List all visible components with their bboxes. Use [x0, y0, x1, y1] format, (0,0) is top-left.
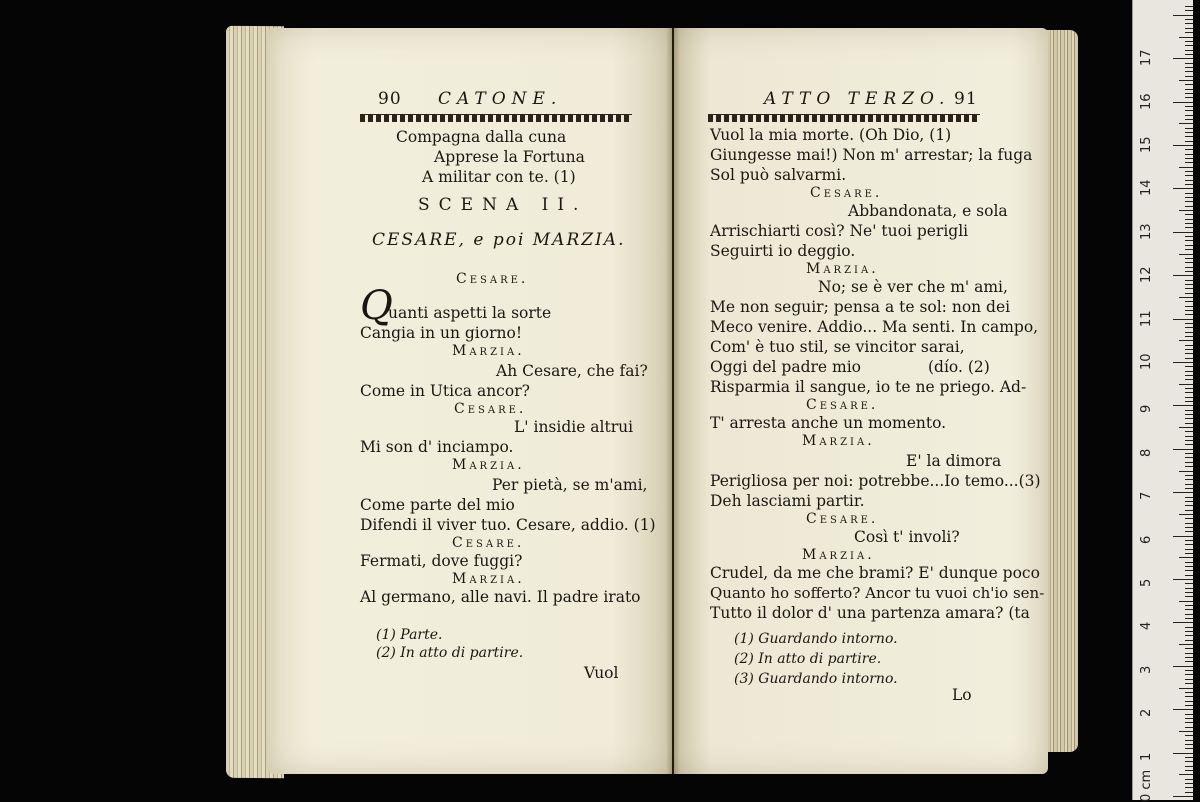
ruler-tick: [1179, 557, 1193, 558]
ruler-tick: [1173, 188, 1193, 189]
verse-line: Al germano, alle navi. Il padre irato: [360, 588, 641, 606]
ruler-tick: [1185, 375, 1193, 376]
ruler-tick: [1179, 340, 1193, 341]
speaker-name: Marzia.: [452, 343, 525, 359]
verse-line: A militar con te. (1): [422, 168, 576, 186]
ruler-tick: [1179, 514, 1193, 515]
ruler-tick: [1185, 132, 1193, 133]
verse-line: Compagna dalla cuna: [396, 128, 567, 146]
ruler-tick: [1185, 635, 1193, 636]
ruler-tick: [1173, 58, 1193, 59]
speaker-name: Cesare.: [456, 271, 529, 287]
ruler-tick: [1185, 614, 1193, 615]
ruler-tick: [1185, 353, 1193, 354]
ruler-tick: [1185, 674, 1193, 675]
ruler-tick: [1185, 692, 1193, 693]
verse-line: (dío. (2): [928, 358, 990, 376]
ruler-tick: [1185, 280, 1193, 281]
ruler-tick: [1185, 562, 1193, 563]
ruler-label: 6: [1139, 535, 1154, 544]
speaker-name: Cesare.: [806, 397, 879, 413]
ruler-tick: [1185, 618, 1193, 619]
ruler-tick: [1185, 670, 1193, 671]
ruler-label: 13: [1139, 223, 1154, 240]
ruler-tick: [1185, 505, 1193, 506]
ruler-tick: [1185, 570, 1193, 571]
ruler-tick: [1185, 50, 1193, 51]
left-running-title: CATONE.: [438, 89, 563, 109]
ruler-tick: [1185, 366, 1193, 367]
ruler-tick: [1173, 796, 1193, 797]
ruler-tick: [1185, 440, 1193, 441]
ruler-tick: [1185, 640, 1193, 641]
header-rule-left: [360, 114, 632, 122]
ruler-tick: [1185, 314, 1193, 315]
verse-line: Deh lasciami partir.: [710, 492, 865, 510]
ruler-tick: [1185, 162, 1193, 163]
ruler-label: 17: [1139, 49, 1154, 67]
dropcap: Q: [360, 283, 393, 329]
ruler-tick: [1185, 779, 1193, 780]
verse-line: E' la dimora: [906, 452, 1002, 470]
verse-line: Me non seguir; pensa a te sol: non dei: [710, 298, 1011, 316]
ruler-tick: [1185, 588, 1193, 589]
ruler-tick: [1185, 332, 1193, 333]
verse-line: Ah Cesare, che fai?: [496, 362, 648, 380]
ruler-tick: [1185, 76, 1193, 77]
ruler-tick: [1185, 97, 1193, 98]
ruler-tick: [1173, 405, 1193, 406]
ruler-label: 0 cm: [1139, 769, 1154, 802]
ruler-tick: [1179, 167, 1193, 168]
ruler-tick: [1185, 484, 1193, 485]
verse-line: No; se è ver che m' ami,: [818, 278, 1008, 296]
ruler-tick: [1185, 136, 1193, 137]
ruler-tick: [1185, 267, 1193, 268]
verse-line: L' insidie altrui: [514, 418, 634, 436]
ruler-tick: [1173, 362, 1193, 363]
ruler-tick: [1185, 714, 1193, 715]
ruler-tick: [1179, 427, 1193, 428]
ruler-tick: [1185, 410, 1193, 411]
ruler-tick: [1185, 397, 1193, 398]
ruler-label: 11: [1139, 310, 1154, 327]
ruler-tick: [1185, 45, 1193, 46]
speaker-name: Marzia.: [452, 571, 525, 587]
footnote: (1) Parte.: [376, 627, 443, 643]
ruler-tick: [1179, 644, 1193, 645]
ruler-tick: [1185, 193, 1193, 194]
right-page: [674, 28, 1048, 774]
speaker-name: Cesare.: [454, 401, 527, 417]
ruler-label: 16: [1139, 93, 1154, 110]
ruler-tick: [1179, 471, 1193, 472]
verse-line: Sol può salvarmi.: [710, 166, 847, 184]
ruler-tick: [1185, 54, 1193, 55]
verse-line: Vuol la mia morte. (Oh Dio, (1): [710, 126, 952, 144]
ruler-tick: [1185, 128, 1193, 129]
ruler-label: 5: [1139, 578, 1154, 587]
ruler-tick: [1185, 592, 1193, 593]
ruler-tick: [1185, 284, 1193, 285]
ruler-tick: [1185, 488, 1193, 489]
ruler-tick: [1185, 787, 1193, 788]
ruler-tick: [1185, 766, 1193, 767]
ruler-tick: [1173, 536, 1193, 537]
ruler-tick: [1185, 510, 1193, 511]
ruler-tick: [1185, 219, 1193, 220]
ruler-tick: [1185, 418, 1193, 419]
ruler-label: 2: [1139, 708, 1154, 718]
ruler-tick: [1185, 479, 1193, 480]
ruler-tick: [1185, 453, 1193, 454]
ruler-tick: [1173, 709, 1193, 710]
ruler-tick: [1185, 740, 1193, 741]
ruler-tick: [1185, 89, 1193, 90]
speaker-name: Cesare.: [806, 511, 879, 527]
ruler-tick: [1173, 622, 1193, 623]
ruler-tick: [1185, 501, 1193, 502]
ruler-tick: [1185, 154, 1193, 155]
ruler-tick: [1185, 544, 1193, 545]
ruler-tick: [1185, 6, 1193, 7]
ruler-tick: [1185, 757, 1193, 758]
ruler-tick: [1185, 657, 1193, 658]
ruler-tick: [1185, 327, 1193, 328]
verse-line: Mi son d' inciampo.: [360, 438, 514, 456]
ruler-tick: [1185, 184, 1193, 185]
ruler-tick: [1185, 149, 1193, 150]
ruler-tick: [1185, 115, 1193, 116]
ruler-tick: [1185, 180, 1193, 181]
ruler-tick: [1185, 631, 1193, 632]
verse-line: Come in Utica ancor?: [360, 382, 530, 400]
ruler-tick: [1185, 349, 1193, 350]
ruler-tick: [1179, 731, 1193, 732]
ruler-tick: [1179, 688, 1193, 689]
speaker-name: Marzia.: [802, 433, 875, 449]
ruler-tick: [1185, 63, 1193, 64]
ruler-tick: [1185, 527, 1193, 528]
ruler-tick: [1185, 609, 1193, 610]
verse-line: uanti aspetti la sorte: [388, 304, 552, 322]
ruler-tick: [1173, 145, 1193, 146]
ruler-tick: [1185, 518, 1193, 519]
ruler-tick: [1185, 227, 1193, 228]
ruler-tick: [1185, 696, 1193, 697]
ruler-tick: [1173, 579, 1193, 580]
ruler-tick: [1185, 293, 1193, 294]
ruler-tick: [1173, 275, 1193, 276]
header-rule-right: [708, 114, 980, 122]
ruler-tick: [1185, 414, 1193, 415]
verse-line: Difendi il viver tuo. Cesare, addio. (1): [360, 516, 656, 534]
ruler-tick: [1185, 583, 1193, 584]
verse-line: Quanto ho sofferto? Ancor tu vuoi ch'io sen-: [710, 584, 1045, 602]
ruler-tick: [1173, 666, 1193, 667]
ruler-tick: [1185, 71, 1193, 72]
ruler-tick: [1185, 605, 1193, 606]
ruler-tick: [1185, 379, 1193, 380]
catchword: Vuol: [584, 664, 619, 682]
speaker-name: Cesare.: [452, 535, 525, 551]
ruler-tick: [1185, 141, 1193, 142]
ruler-tick: [1185, 653, 1193, 654]
ruler-tick: [1185, 549, 1193, 550]
ruler-tick: [1185, 310, 1193, 311]
ruler-tick: [1173, 102, 1193, 103]
ruler-tick: [1185, 444, 1193, 445]
ruler-tick: [1185, 371, 1193, 372]
ruler-tick: [1185, 661, 1193, 662]
ruler-tick: [1185, 93, 1193, 94]
verse-line: Arrischiarti così? Ne' tuoi perigli: [710, 222, 969, 240]
ruler-tick: [1185, 258, 1193, 259]
ruler-tick: [1185, 345, 1193, 346]
footnote: (3) Guardando intorno.: [734, 671, 898, 687]
ruler-label: 1: [1139, 752, 1154, 761]
ruler-tick: [1185, 531, 1193, 532]
ruler-tick: [1185, 84, 1193, 85]
ruler-tick: [1185, 262, 1193, 263]
ruler-label: 9: [1139, 405, 1154, 414]
verse-line: Giungesse mai!) Non m' arrestar; la fuga: [710, 146, 1033, 164]
ruler-tick: [1185, 627, 1193, 628]
ruler-tick: [1185, 761, 1193, 762]
verse-line: Seguirti io deggio.: [710, 242, 856, 260]
ruler-tick: [1185, 236, 1193, 237]
verse-line: Abbandonata, e sola: [848, 202, 1008, 220]
catchword: Lo: [952, 686, 972, 704]
measuring-ruler: [1132, 0, 1193, 800]
ruler-tick: [1185, 540, 1193, 541]
verse-line: Per pietà, se m'ami,: [492, 476, 648, 494]
ruler-label: 15: [1139, 136, 1154, 153]
ruler-tick: [1185, 245, 1193, 246]
ruler-label: 14: [1139, 179, 1154, 197]
ruler-tick: [1185, 158, 1193, 159]
ruler-tick: [1185, 475, 1193, 476]
book-gutter: [666, 28, 680, 774]
scene-title: SCENA II.: [418, 195, 588, 215]
ruler-tick: [1173, 492, 1193, 493]
ruler-tick: [1185, 744, 1193, 745]
verse-line: Come parte del mio: [360, 496, 515, 514]
ruler-tick: [1179, 384, 1193, 385]
ruler-tick: [1185, 323, 1193, 324]
ruler-tick: [1185, 566, 1193, 567]
verse-line: Com' è tuo stil, se vincitor sarai,: [710, 338, 965, 356]
ruler-tick: [1185, 596, 1193, 597]
ruler-tick: [1185, 23, 1193, 24]
ruler-tick: [1185, 197, 1193, 198]
ruler-label: 4: [1139, 622, 1154, 631]
ruler-tick: [1179, 210, 1193, 211]
ruler-tick: [1185, 119, 1193, 120]
ruler-tick: [1185, 436, 1193, 437]
ruler-tick: [1173, 449, 1193, 450]
ruler-tick: [1185, 457, 1193, 458]
speaker-name: Marzia.: [802, 547, 875, 563]
ruler-tick: [1173, 15, 1193, 16]
verse-line: Apprese la Fortuna: [434, 148, 585, 166]
verse-line: Perigliosa per noi: potrebbe...Io temo...(3): [710, 472, 1041, 490]
ruler-tick: [1185, 388, 1193, 389]
ruler-tick: [1185, 171, 1193, 172]
ruler-tick: [1185, 735, 1193, 736]
right-running-title: ATTO TERZO.: [764, 89, 951, 109]
ruler-tick: [1185, 288, 1193, 289]
ruler-tick: [1185, 106, 1193, 107]
footnote: (2) In atto di partire.: [734, 651, 882, 667]
right-page-number: 91: [954, 89, 978, 109]
ruler-tick: [1179, 601, 1193, 602]
ruler-tick: [1185, 67, 1193, 68]
ruler-tick: [1179, 80, 1193, 81]
ruler-tick: [1185, 679, 1193, 680]
speaker-name: Cesare.: [810, 185, 883, 201]
verse-line: Risparmia il sangue, io te ne priego. Ad-: [710, 378, 1027, 396]
ruler-label: 7: [1139, 491, 1154, 501]
ruler-tick: [1185, 336, 1193, 337]
verse-line: Fermati, dove fuggi?: [360, 552, 523, 570]
ruler-tick: [1185, 575, 1193, 576]
ruler-tick: [1185, 223, 1193, 224]
verse-line: T' arresta anche un momento.: [710, 414, 947, 432]
verse-line: Crudel, da me che brami? E' dunque poco: [710, 564, 1040, 582]
ruler-tick: [1185, 214, 1193, 215]
speaker-name: Marzia.: [452, 457, 525, 473]
ruler-tick: [1185, 497, 1193, 498]
ruler-tick: [1185, 41, 1193, 42]
speaker-name: Marzia.: [806, 261, 879, 277]
left-page-number: 90: [378, 89, 402, 109]
ruler-tick: [1185, 683, 1193, 684]
verse-line: Tutto il dolor d' una partenza amara? (ta: [710, 604, 1030, 622]
footnote: (2) In atto di partire.: [376, 645, 524, 661]
ruler-tick: [1185, 392, 1193, 393]
footnote: (1) Guardando intorno.: [734, 631, 898, 647]
ruler-tick: [1185, 201, 1193, 202]
ruler-tick: [1185, 423, 1193, 424]
ruler-tick: [1185, 19, 1193, 20]
verse-line: Cangia in un giorno!: [360, 324, 523, 342]
ruler-tick: [1185, 32, 1193, 33]
ruler-tick: [1185, 748, 1193, 749]
ruler-tick: [1185, 301, 1193, 302]
ruler-label: 12: [1139, 266, 1154, 284]
ruler-tick: [1179, 123, 1193, 124]
ruler-tick: [1185, 523, 1193, 524]
ruler-tick: [1185, 249, 1193, 250]
ruler-tick: [1185, 705, 1193, 706]
ruler-tick: [1185, 727, 1193, 728]
ruler-tick: [1185, 722, 1193, 723]
ruler-tick: [1185, 10, 1193, 11]
ruler-label: 10: [1139, 353, 1154, 370]
ruler-tick: [1185, 240, 1193, 241]
ruler-tick: [1185, 718, 1193, 719]
verse-line: Meco venire. Addio... Ma senti. In campo,: [710, 318, 1039, 336]
ruler-tick: [1185, 783, 1193, 784]
ruler-tick: [1185, 358, 1193, 359]
ruler-tick: [1185, 701, 1193, 702]
verse-line: Così t' involi?: [854, 528, 960, 546]
ruler-tick: [1173, 753, 1193, 754]
ruler-tick: [1185, 401, 1193, 402]
ruler-tick: [1185, 792, 1193, 793]
ruler-tick: [1185, 648, 1193, 649]
ruler-tick: [1185, 271, 1193, 272]
ruler-tick: [1185, 466, 1193, 467]
scene-persons: CESARE, e poi MARZIA.: [372, 230, 626, 250]
ruler-tick: [1185, 110, 1193, 111]
ruler-tick: [1179, 254, 1193, 255]
ruler-tick: [1185, 175, 1193, 176]
ruler-tick: [1185, 553, 1193, 554]
ruler-tick: [1179, 297, 1193, 298]
ruler-tick: [1173, 232, 1193, 233]
ruler-tick: [1173, 319, 1193, 320]
ruler-tick: [1185, 28, 1193, 29]
ruler-tick: [1185, 462, 1193, 463]
verse-line: Oggi del padre mio: [710, 358, 861, 376]
ruler-tick: [1179, 774, 1193, 775]
ruler-tick: [1185, 770, 1193, 771]
ruler-tick: [1185, 431, 1193, 432]
ruler-tick: [1185, 306, 1193, 307]
ruler-label: 3: [1139, 665, 1154, 674]
ruler-tick: [1179, 37, 1193, 38]
left-page: [268, 28, 672, 774]
ruler-label: 8: [1139, 448, 1154, 457]
ruler-tick: [1185, 206, 1193, 207]
